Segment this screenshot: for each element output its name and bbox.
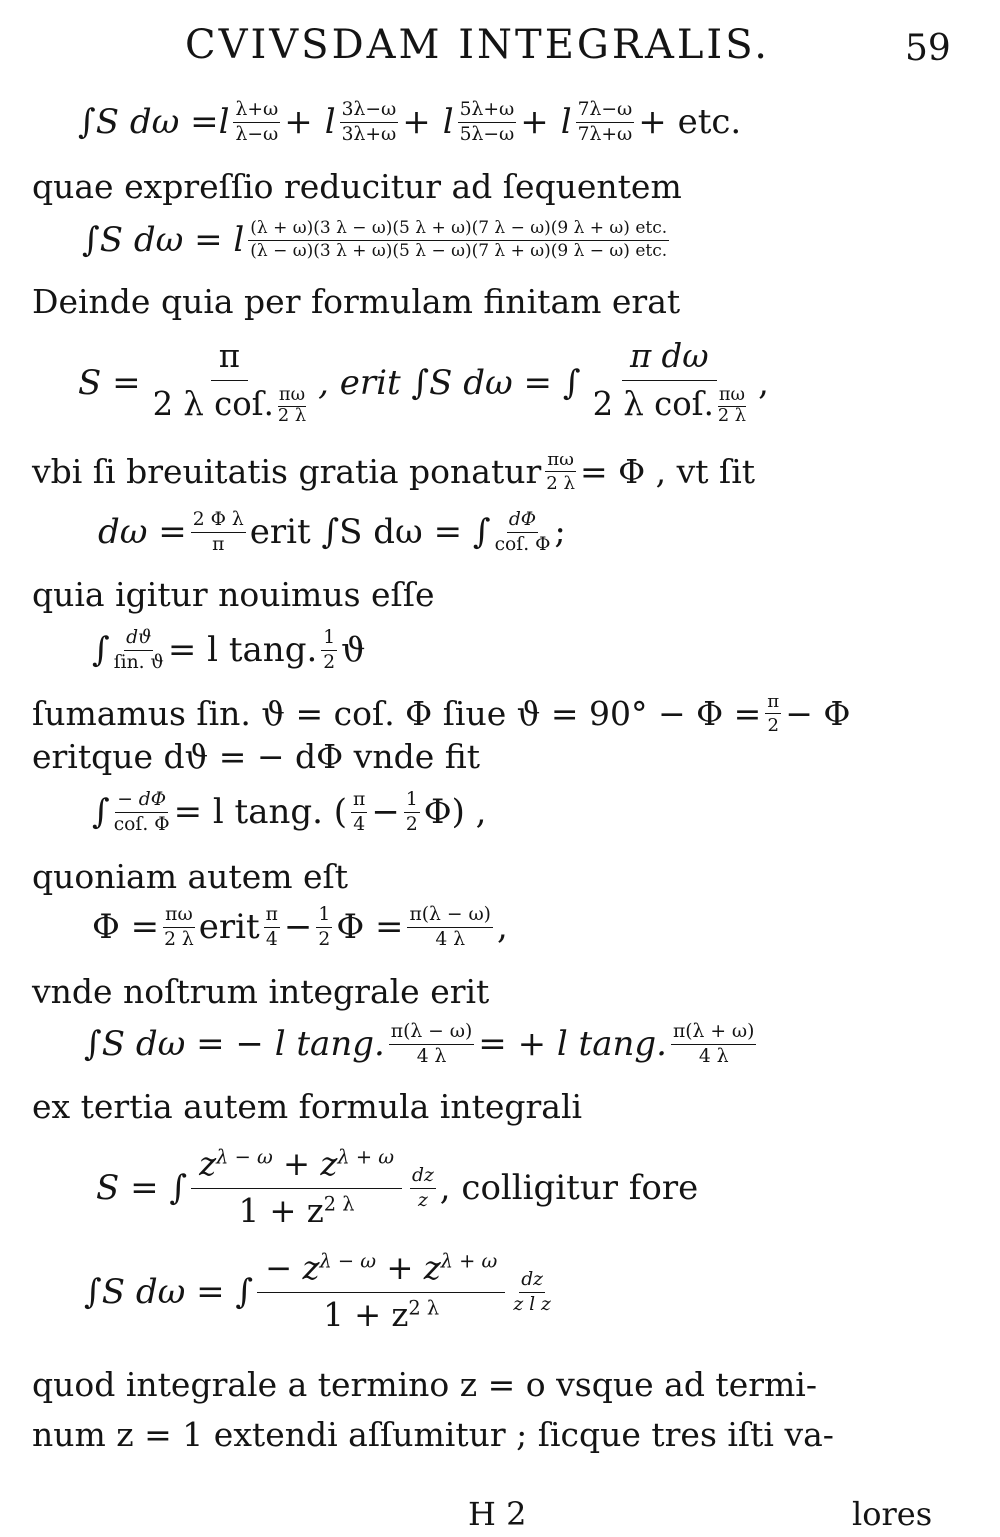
integral-sign: ∫: [92, 630, 110, 671]
fraction-numerator: 7λ−ω: [576, 100, 635, 123]
equation-series: [78, 100, 741, 144]
numerator-base: z: [423, 1249, 441, 1287]
fraction-numerator: 3λ−ω: [340, 100, 399, 123]
fraction-denominator: 2: [323, 651, 336, 673]
fraction-numerator: dz: [410, 1166, 436, 1189]
fraction-numerator: π: [351, 790, 367, 813]
log-symbol: l: [442, 102, 454, 143]
text-line: quod integrale a termino z = o vsque ad termi-: [32, 1365, 817, 1404]
fraction-denominator: ſin. ϑ: [113, 651, 164, 673]
equation-tang: [92, 628, 365, 672]
eq3-lhs: S =: [78, 362, 141, 403]
denominator-text: 2 λ coſ.: [592, 384, 714, 423]
integral-sign: ∫: [92, 792, 110, 833]
numerator-base: − z: [265, 1249, 320, 1287]
signature-mark: H 2: [468, 1495, 527, 1533]
operator: −: [371, 792, 400, 833]
punctuation: ,: [496, 907, 508, 948]
fraction-denominator: 4 λ: [698, 1045, 729, 1067]
punctuation: ;: [554, 512, 566, 553]
fraction-numerator: π(λ − ω): [389, 1022, 474, 1045]
inner-denominator: 2 λ: [717, 405, 747, 426]
eq-segment: = l tang.: [167, 630, 318, 671]
fraction-denominator: 2: [405, 813, 418, 835]
fraction-numerator: 1: [321, 628, 337, 651]
operator: +: [402, 102, 431, 143]
fraction-numerator: dz: [519, 1270, 545, 1293]
fraction-denominator: 2 λ: [164, 928, 194, 950]
eq-segment: Φ =: [336, 907, 404, 948]
equation-phi: [92, 905, 508, 949]
inner-numerator: πω: [718, 384, 746, 405]
fraction-denominator: π: [212, 533, 225, 555]
text-line: num z = 1 extendi aſſumitur ; ſicque tres iſti va-: [32, 1415, 834, 1454]
exponent: 2 λ: [408, 1296, 440, 1320]
fraction-numerator: dϑ: [124, 628, 153, 651]
fraction-denominator: coſ. Φ: [113, 813, 170, 835]
exponent: λ − ω: [319, 1249, 377, 1273]
page-number: 59: [905, 28, 951, 69]
eq3-mid: , erit ∫S dω = ∫: [318, 362, 581, 403]
fraction-denominator: (λ − ω)(3 λ + ω)(5 λ − ω)(7 λ + ω)(9 λ − ω) etc.: [250, 240, 668, 261]
operator: +: [520, 102, 549, 143]
equation-product: [82, 220, 673, 261]
text-line: [32, 692, 850, 735]
numerator-base: z: [320, 1145, 338, 1183]
numerator-base: z: [199, 1145, 217, 1183]
fraction-denominator: 5λ−ω: [459, 123, 515, 145]
exponent: λ + ω: [440, 1249, 498, 1273]
fraction-numerator: − dΦ: [115, 790, 168, 813]
equation-domega: [98, 510, 566, 554]
equation-integral-result: [84, 1022, 760, 1066]
denominator-text: 1 + z: [238, 1191, 324, 1230]
text-line: vnde noſtrum integrale erit: [32, 972, 490, 1011]
fraction-numerator: 2 Φ λ: [191, 510, 246, 533]
operator: + etc.: [638, 102, 742, 143]
eq-segment: S = ∫: [96, 1168, 188, 1209]
inner-numerator: πω: [278, 384, 306, 405]
fraction-numerator: (λ + ω)(3 λ − ω)(5 λ + ω)(7 λ − ω)(9 λ + ω) etc.: [248, 220, 669, 241]
eq2-lhs: ∫S dω = l: [82, 220, 245, 261]
fraction-numerator: π(λ + ω): [671, 1022, 756, 1045]
fraction-denominator: coſ. Φ: [494, 533, 551, 555]
fraction-denominator: 4 λ: [416, 1045, 447, 1067]
denominator-text: 1 + z: [323, 1295, 409, 1334]
eq1-lhs: ∫S dω =: [78, 102, 219, 143]
eq-segment: Φ =: [92, 907, 160, 948]
text-line: eritque dϑ = − dΦ vnde fit: [32, 737, 480, 776]
operator: +: [386, 1249, 414, 1287]
text-line: quae expreſſio reducitur ad ſequentem: [32, 167, 682, 206]
fraction-denominator: 7λ+ω: [577, 123, 633, 145]
equation-integral-z: [84, 1249, 555, 1334]
log-symbol: l: [324, 102, 336, 143]
equation-tang-phi: [92, 790, 486, 834]
eq-segment: erit ∫S dω = ∫: [249, 512, 491, 553]
eq-segment: , colligitur fore: [439, 1168, 699, 1209]
equation-third-formula: [96, 1145, 699, 1230]
fraction-denominator: 2 λ: [546, 473, 576, 495]
exponent: λ + ω: [337, 1145, 394, 1169]
eq-segment: ϑ: [341, 630, 366, 671]
running-title: CVIVSDAM INTEGRALIS.: [185, 22, 770, 68]
fraction-numerator: 1: [316, 905, 332, 928]
fraction-numerator: π(λ − ω): [407, 905, 492, 928]
denominator-text: 2 λ coſ.: [152, 384, 274, 423]
text-line: ex tertia autem formula integrali: [32, 1087, 583, 1126]
exponent: λ − ω: [216, 1145, 273, 1169]
inner-denominator: 2 λ: [277, 405, 307, 426]
eq-segment: erit: [198, 907, 260, 948]
eq-segment: = + l tang.: [478, 1024, 667, 1065]
eq-segment: ∫S dω = ∫: [84, 1272, 254, 1313]
fraction-denominator: 4: [265, 928, 278, 950]
exponent: 2 λ: [323, 1192, 355, 1216]
fraction-numerator: π: [264, 905, 280, 928]
eq-segment: Φ) ,: [423, 792, 487, 833]
text-segment: = Φ , vt ſit: [579, 452, 756, 492]
fraction-numerator: πω: [163, 905, 195, 928]
fraction-numerator: 1: [404, 790, 420, 813]
punctuation: ,: [758, 362, 769, 403]
fraction-denominator: 4 λ: [435, 928, 466, 950]
fraction-denominator: 3λ+ω: [341, 123, 397, 145]
fraction-numerator: πω: [545, 450, 576, 472]
fraction-denominator: z: [417, 1189, 428, 1211]
log-symbol: l: [218, 102, 230, 143]
operator: −: [283, 907, 313, 948]
fraction-numerator: π dω: [622, 340, 717, 381]
text-segment: vbi ſi breuitatis gratia ponatur: [32, 452, 542, 492]
fraction-numerator: λ+ω: [233, 100, 280, 123]
text-segment: ſumamus ſin. ϑ = coſ. Φ ſiue ϑ = 90° − Φ =: [32, 694, 762, 734]
eq-segment: dω =: [98, 512, 187, 553]
fraction-denominator: 4: [353, 813, 366, 835]
eq-segment: = l tang. (: [173, 792, 348, 833]
eq-segment: ∫S dω = − l tang.: [84, 1024, 385, 1065]
log-symbol: l: [560, 102, 572, 143]
text-line: [32, 450, 755, 493]
fraction-numerator: π: [765, 692, 781, 714]
operator: +: [283, 1145, 311, 1183]
fraction-numerator: π: [211, 340, 248, 381]
page-header: [0, 20, 1000, 80]
catchword: lores: [852, 1495, 933, 1533]
equation-S: [78, 337, 769, 426]
text-segment: − Φ: [785, 694, 851, 734]
fraction-denominator: 2: [318, 928, 331, 950]
text-line: Deinde quia per formulam finitam erat: [32, 282, 681, 321]
text-line: quia igitur nouimus eſſe: [32, 575, 435, 614]
fraction-numerator: 5λ+ω: [458, 100, 517, 123]
fraction-denominator: 2: [767, 715, 780, 737]
operator: +: [284, 102, 313, 143]
fraction-numerator: dΦ: [507, 510, 538, 533]
fraction-denominator: z l z: [513, 1293, 551, 1315]
fraction-denominator: λ−ω: [235, 123, 279, 145]
text-line: quoniam autem eſt: [32, 857, 349, 896]
